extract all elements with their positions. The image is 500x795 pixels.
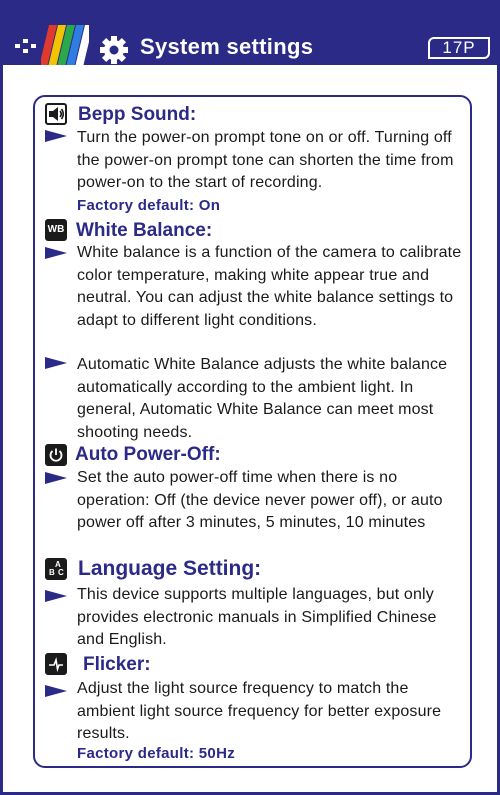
wb-icon: WB [45,219,67,241]
power-icon [45,444,67,466]
flicker-icon [45,653,67,675]
rainbow-stripes-icon [41,25,89,65]
section-title: Flicker: [83,654,151,675]
section-paragraph: White balance is a function of the camera to calibrate color temperature, making white appear true and neutral. You can adjust the white balance settings to adapt to different light conditions. [77,244,462,329]
section-paragraph: This device supports multiple languages, but only provides electronic manuals in Simplified Chinese and English. [77,586,437,648]
factory-default-note: Factory default: On [77,197,221,214]
section-title: Bepp Sound: [78,104,197,125]
section-title: Language Setting: [78,557,262,580]
section-paragraph: Adjust the light source frequency to match the ambient light source frequency for better exposure results. [77,680,442,742]
language-icon: A B C [45,558,67,580]
page-title: System settings [140,34,314,59]
gear-icon [99,35,129,65]
page-number-badge: 17P [428,37,490,59]
speaker-icon [45,103,67,125]
section-paragraph: Set the auto power-off time when there is no operation: Off (the device never power off), or auto power off after 3 minutes, 5 minutes, 10 minutes [77,469,443,531]
section-title: White Balance: [76,220,213,241]
dpad-dots-icon [15,39,37,53]
section-paragraph: Turn the power-on prompt tone on or off. Turning off the power-on prompt tone can shorten the time from power-on to the start of recording. [77,129,454,191]
factory-default-note: Factory default: 50Hz [77,745,235,762]
header-bar [3,3,500,65]
section-title: Auto Power-Off: [75,444,221,465]
section-paragraph: Automatic White Balance adjusts the white balance automatically according to the ambient light. In general, Automatic White Balance can meet most shooting needs. [77,356,448,441]
